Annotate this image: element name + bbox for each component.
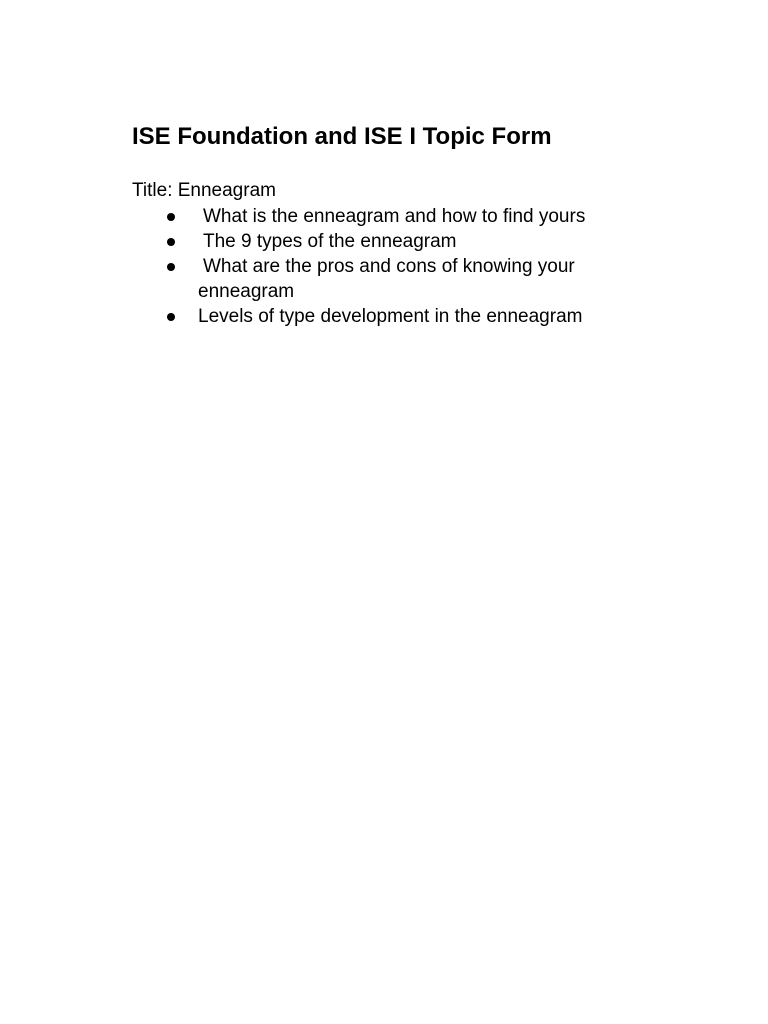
list-item-text: What is the enneagram and how to find yours xyxy=(203,206,586,227)
bullet-icon xyxy=(167,263,175,271)
list-item-text: Levels of type development in the enneagram xyxy=(198,306,583,327)
topic-title: Title: Enneagram xyxy=(132,180,276,201)
list-item xyxy=(132,304,632,329)
list-item xyxy=(132,204,632,229)
bullet-icon xyxy=(167,238,175,246)
list-item xyxy=(132,229,632,254)
bullet-icon xyxy=(167,313,175,321)
topic-list xyxy=(132,204,632,329)
list-item-text: The 9 types of the enneagram xyxy=(203,231,457,252)
list-item xyxy=(132,254,632,304)
list-item-text: What are the pros and cons of knowing your enneagram xyxy=(198,256,575,302)
bullet-icon xyxy=(167,213,175,221)
page-title: ISE Foundation and ISE I Topic Form xyxy=(132,123,552,150)
